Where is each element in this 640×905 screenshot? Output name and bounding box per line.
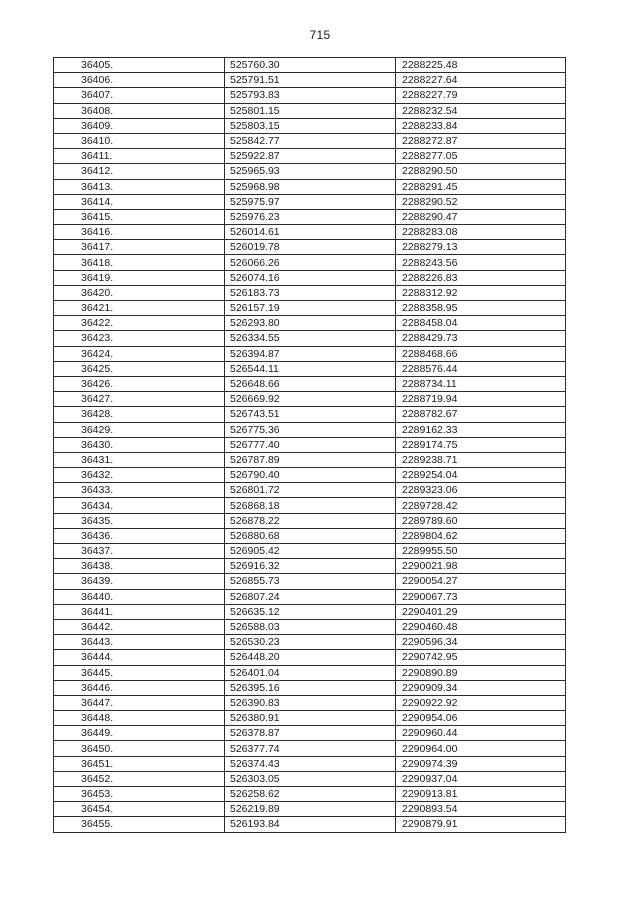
table-row	[54, 711, 566, 726]
y-coordinate-cell: 2290954.06	[396, 711, 566, 726]
x-coordinate-cell: 525793.83	[225, 88, 396, 103]
point-number-cell: 36415.	[54, 209, 225, 224]
y-coordinate-cell: 2288225.48	[396, 58, 566, 73]
point-number-cell: 36405.	[54, 58, 225, 73]
point-number-cell: 36427.	[54, 392, 225, 407]
point-number-cell: 36444.	[54, 650, 225, 665]
y-coordinate-cell: 2289789.60	[396, 513, 566, 528]
point-number-cell: 36452.	[54, 771, 225, 786]
table-row	[54, 544, 566, 559]
point-number-cell: 36408.	[54, 103, 225, 118]
table-row	[54, 103, 566, 118]
y-coordinate-cell: 2288227.64	[396, 73, 566, 88]
y-coordinate-cell: 2288576.44	[396, 361, 566, 376]
x-coordinate-cell: 526669.92	[225, 392, 396, 407]
x-coordinate-cell: 526401.04	[225, 665, 396, 680]
table-row	[54, 817, 566, 832]
x-coordinate-cell: 525791.51	[225, 73, 396, 88]
x-coordinate-cell: 526648.66	[225, 376, 396, 391]
point-number-cell: 36412.	[54, 164, 225, 179]
x-coordinate-cell: 526787.89	[225, 452, 396, 467]
table-row	[54, 88, 566, 103]
table-row	[54, 574, 566, 589]
point-number-cell: 36425.	[54, 361, 225, 376]
table-row	[54, 118, 566, 133]
point-number-cell: 36441.	[54, 604, 225, 619]
table-row	[54, 452, 566, 467]
x-coordinate-cell: 526066.26	[225, 255, 396, 270]
table-row	[54, 255, 566, 270]
x-coordinate-cell: 526880.68	[225, 528, 396, 543]
x-coordinate-cell: 526777.40	[225, 437, 396, 452]
point-number-cell: 36417.	[54, 240, 225, 255]
y-coordinate-cell: 2288272.87	[396, 133, 566, 148]
y-coordinate-cell: 2288782.67	[396, 407, 566, 422]
x-coordinate-cell: 525975.97	[225, 194, 396, 209]
x-coordinate-cell: 525803.15	[225, 118, 396, 133]
x-coordinate-cell: 526390.83	[225, 695, 396, 710]
point-number-cell: 36407.	[54, 88, 225, 103]
point-number-cell: 36432.	[54, 468, 225, 483]
table-row	[54, 73, 566, 88]
x-coordinate-cell: 525760.30	[225, 58, 396, 73]
y-coordinate-cell: 2288233.84	[396, 118, 566, 133]
table-row	[54, 756, 566, 771]
table-row	[54, 604, 566, 619]
y-coordinate-cell: 2288279.13	[396, 240, 566, 255]
table-row	[54, 194, 566, 209]
x-coordinate-cell: 526380.91	[225, 711, 396, 726]
x-coordinate-cell: 526293.80	[225, 316, 396, 331]
point-number-cell: 36430.	[54, 437, 225, 452]
table-row	[54, 726, 566, 741]
table-row	[54, 559, 566, 574]
x-coordinate-cell: 526394.87	[225, 346, 396, 361]
point-number-cell: 36448.	[54, 711, 225, 726]
point-number-cell: 36414.	[54, 194, 225, 209]
y-coordinate-cell: 2290913.81	[396, 787, 566, 802]
page-number: 715	[309, 28, 331, 42]
table-row	[54, 240, 566, 255]
y-coordinate-cell: 2288358.95	[396, 301, 566, 316]
table-row	[54, 179, 566, 194]
x-coordinate-cell: 526074.16	[225, 270, 396, 285]
x-coordinate-cell: 526258.62	[225, 787, 396, 802]
table-row	[54, 468, 566, 483]
y-coordinate-cell: 2290974.39	[396, 756, 566, 771]
y-coordinate-cell: 2288283.08	[396, 225, 566, 240]
point-number-cell: 36429.	[54, 422, 225, 437]
x-coordinate-cell: 526530.23	[225, 635, 396, 650]
table-row	[54, 346, 566, 361]
y-coordinate-cell: 2288468.66	[396, 346, 566, 361]
table-row	[54, 771, 566, 786]
point-number-cell: 36447.	[54, 695, 225, 710]
x-coordinate-cell: 526193.84	[225, 817, 396, 832]
x-coordinate-cell: 526019.78	[225, 240, 396, 255]
table-row	[54, 149, 566, 164]
x-coordinate-cell: 526775.36	[225, 422, 396, 437]
x-coordinate-cell: 526378.87	[225, 726, 396, 741]
y-coordinate-cell: 2290909.34	[396, 680, 566, 695]
table-row	[54, 483, 566, 498]
y-coordinate-cell: 2290460.48	[396, 619, 566, 634]
y-coordinate-cell: 2288458.04	[396, 316, 566, 331]
point-number-cell: 36436.	[54, 528, 225, 543]
y-coordinate-cell: 2288232.54	[396, 103, 566, 118]
x-coordinate-cell: 526374.43	[225, 756, 396, 771]
table-row	[54, 650, 566, 665]
point-number-cell: 36426.	[54, 376, 225, 391]
point-number-cell: 36423.	[54, 331, 225, 346]
x-coordinate-cell: 526801.72	[225, 483, 396, 498]
y-coordinate-cell: 2289728.42	[396, 498, 566, 513]
y-coordinate-cell: 2289955.50	[396, 544, 566, 559]
table-row	[54, 513, 566, 528]
y-coordinate-cell: 2290890.89	[396, 665, 566, 680]
y-coordinate-cell: 2290401.29	[396, 604, 566, 619]
y-coordinate-cell: 2290879.91	[396, 817, 566, 832]
y-coordinate-cell: 2288290.52	[396, 194, 566, 209]
table-row	[54, 528, 566, 543]
y-coordinate-cell: 2288277.05	[396, 149, 566, 164]
table-row	[54, 589, 566, 604]
y-coordinate-cell: 2290054.27	[396, 574, 566, 589]
x-coordinate-cell: 526219.89	[225, 802, 396, 817]
point-number-cell: 36419.	[54, 270, 225, 285]
table-row	[54, 407, 566, 422]
table-row	[54, 437, 566, 452]
table-row	[54, 225, 566, 240]
coordinates-table-container	[53, 57, 565, 833]
point-number-cell: 36428.	[54, 407, 225, 422]
point-number-cell: 36454.	[54, 802, 225, 817]
x-coordinate-cell: 526157.19	[225, 301, 396, 316]
point-number-cell: 36442.	[54, 619, 225, 634]
point-number-cell: 36445.	[54, 665, 225, 680]
table-row	[54, 680, 566, 695]
table-row	[54, 665, 566, 680]
table-row	[54, 209, 566, 224]
point-number-cell: 36421.	[54, 301, 225, 316]
x-coordinate-cell: 526905.42	[225, 544, 396, 559]
point-number-cell: 36416.	[54, 225, 225, 240]
point-number-cell: 36409.	[54, 118, 225, 133]
x-coordinate-cell: 526448.20	[225, 650, 396, 665]
point-number-cell: 36449.	[54, 726, 225, 741]
x-coordinate-cell: 525976.23	[225, 209, 396, 224]
point-number-cell: 36413.	[54, 179, 225, 194]
table-row	[54, 164, 566, 179]
x-coordinate-cell: 526395.16	[225, 680, 396, 695]
table-row	[54, 498, 566, 513]
x-coordinate-cell: 526790.40	[225, 468, 396, 483]
point-number-cell: 36433.	[54, 483, 225, 498]
point-number-cell: 36422.	[54, 316, 225, 331]
y-coordinate-cell: 2288290.47	[396, 209, 566, 224]
point-number-cell: 36424.	[54, 346, 225, 361]
y-coordinate-cell: 2288243.56	[396, 255, 566, 270]
point-number-cell: 36440.	[54, 589, 225, 604]
point-number-cell: 36411.	[54, 149, 225, 164]
point-number-cell: 36437.	[54, 544, 225, 559]
x-coordinate-cell: 526807.24	[225, 589, 396, 604]
x-coordinate-cell: 526855.73	[225, 574, 396, 589]
x-coordinate-cell: 526544.11	[225, 361, 396, 376]
table-row	[54, 741, 566, 756]
point-number-cell: 36451.	[54, 756, 225, 771]
x-coordinate-cell: 525842.77	[225, 133, 396, 148]
table-row	[54, 787, 566, 802]
x-coordinate-cell: 526878.22	[225, 513, 396, 528]
table-row	[54, 133, 566, 148]
x-coordinate-cell: 526635.12	[225, 604, 396, 619]
y-coordinate-cell: 2290964.00	[396, 741, 566, 756]
x-coordinate-cell: 526334.55	[225, 331, 396, 346]
table-row	[54, 619, 566, 634]
y-coordinate-cell: 2288227.79	[396, 88, 566, 103]
y-coordinate-cell: 2289238.71	[396, 452, 566, 467]
point-number-cell: 36438.	[54, 559, 225, 574]
y-coordinate-cell: 2290937.04	[396, 771, 566, 786]
point-number-cell: 36435.	[54, 513, 225, 528]
y-coordinate-cell: 2288312.92	[396, 285, 566, 300]
point-number-cell: 36455.	[54, 817, 225, 832]
point-number-cell: 36420.	[54, 285, 225, 300]
x-coordinate-cell: 526183.73	[225, 285, 396, 300]
table-row	[54, 635, 566, 650]
y-coordinate-cell: 2289254.04	[396, 468, 566, 483]
y-coordinate-cell: 2288291.45	[396, 179, 566, 194]
y-coordinate-cell: 2290893.54	[396, 802, 566, 817]
x-coordinate-cell: 525801.15	[225, 103, 396, 118]
table-row	[54, 392, 566, 407]
x-coordinate-cell: 526743.51	[225, 407, 396, 422]
point-number-cell: 36434.	[54, 498, 225, 513]
y-coordinate-cell: 2290021.98	[396, 559, 566, 574]
x-coordinate-cell: 525922.87	[225, 149, 396, 164]
table-row	[54, 331, 566, 346]
point-number-cell: 36439.	[54, 574, 225, 589]
x-coordinate-cell: 526916.32	[225, 559, 396, 574]
y-coordinate-cell: 2289323.06	[396, 483, 566, 498]
y-coordinate-cell: 2289804.62	[396, 528, 566, 543]
y-coordinate-cell: 2289162.33	[396, 422, 566, 437]
y-coordinate-cell: 2290742.95	[396, 650, 566, 665]
table-row	[54, 58, 566, 73]
x-coordinate-cell: 526377.74	[225, 741, 396, 756]
x-coordinate-cell: 526014.61	[225, 225, 396, 240]
y-coordinate-cell: 2288226.83	[396, 270, 566, 285]
y-coordinate-cell: 2288734.11	[396, 376, 566, 391]
point-number-cell: 36406.	[54, 73, 225, 88]
table-row	[54, 802, 566, 817]
table-row	[54, 316, 566, 331]
x-coordinate-cell: 525968.98	[225, 179, 396, 194]
table-row	[54, 285, 566, 300]
x-coordinate-cell: 526588.03	[225, 619, 396, 634]
point-number-cell: 36443.	[54, 635, 225, 650]
point-number-cell: 36431.	[54, 452, 225, 467]
x-coordinate-cell: 526868.18	[225, 498, 396, 513]
y-coordinate-cell: 2290960.44	[396, 726, 566, 741]
table-row	[54, 376, 566, 391]
y-coordinate-cell: 2290067.73	[396, 589, 566, 604]
x-coordinate-cell: 525965.93	[225, 164, 396, 179]
table-row	[54, 695, 566, 710]
y-coordinate-cell: 2290922.92	[396, 695, 566, 710]
y-coordinate-cell: 2289174.75	[396, 437, 566, 452]
point-number-cell: 36418.	[54, 255, 225, 270]
table-row	[54, 361, 566, 376]
table-row	[54, 422, 566, 437]
y-coordinate-cell: 2290596.34	[396, 635, 566, 650]
point-number-cell: 36453.	[54, 787, 225, 802]
point-number-cell: 36446.	[54, 680, 225, 695]
coordinates-table	[53, 57, 566, 833]
x-coordinate-cell: 526303.05	[225, 771, 396, 786]
point-number-cell: 36450.	[54, 741, 225, 756]
table-row	[54, 270, 566, 285]
y-coordinate-cell: 2288429.73	[396, 331, 566, 346]
point-number-cell: 36410.	[54, 133, 225, 148]
y-coordinate-cell: 2288719.94	[396, 392, 566, 407]
table-body	[54, 58, 566, 833]
table-row	[54, 301, 566, 316]
y-coordinate-cell: 2288290.50	[396, 164, 566, 179]
